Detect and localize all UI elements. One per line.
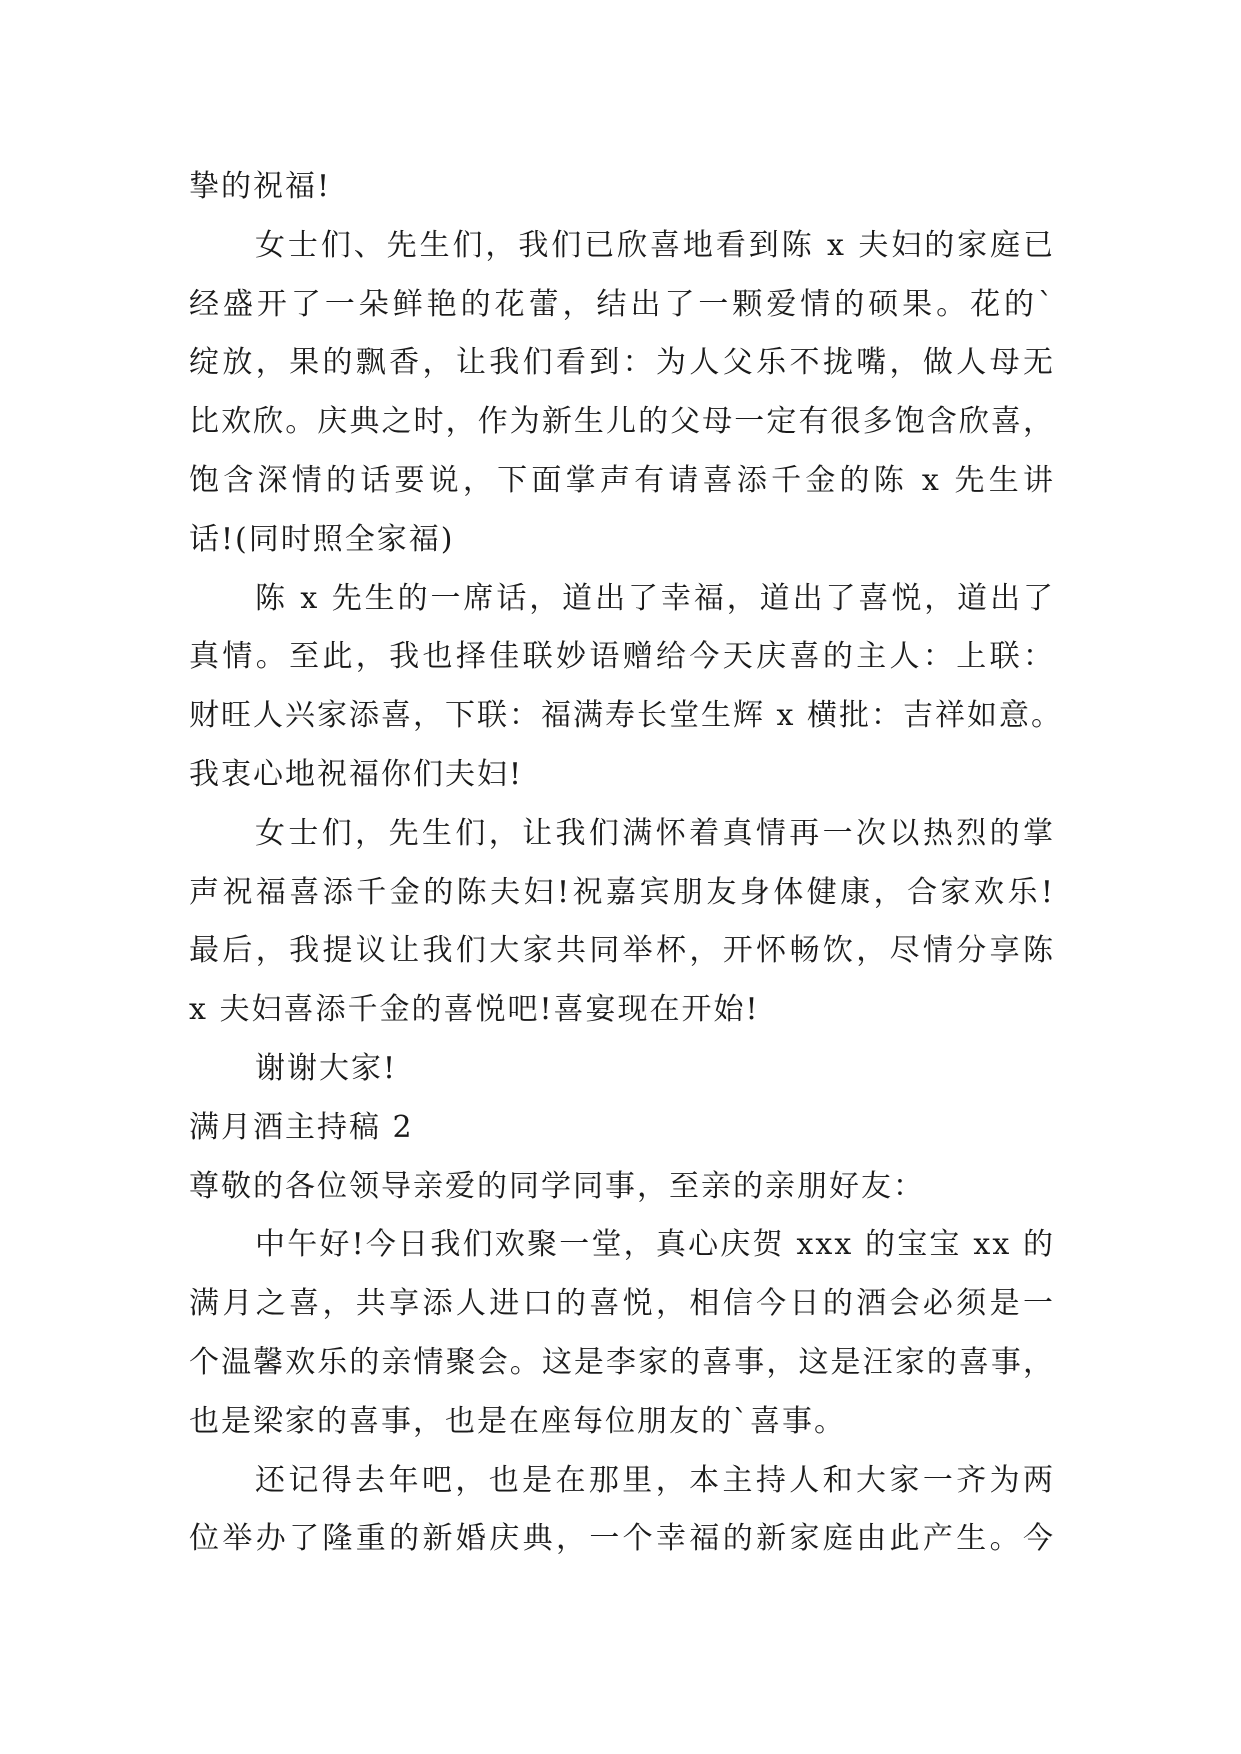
text-line: 挚的祝福! xyxy=(189,169,332,204)
text-line: 绽放，果的飘香，让我们看到：为人父乐不拢嘴，做人母无 xyxy=(189,345,1055,381)
section-heading: 满月酒主持稿 2 xyxy=(189,1109,414,1145)
text-line: 女士们，先生们，让我们满怀着真情再一次以热烈的掌 xyxy=(255,815,1055,851)
text-line: 财旺人兴家添喜，下联：福满寿长堂生辉 x 横批：吉祥如意。 xyxy=(189,698,1063,734)
text-line: 也是梁家的喜事，也是在座每位朋友的`喜事。 xyxy=(189,1403,846,1439)
text-line: 位举办了隆重的新婚庆典，一个幸福的新家庭由此产生。今 xyxy=(189,1521,1055,1557)
document-body xyxy=(189,158,1063,1569)
text-line: 真情。至此，我也择佳联妙语赠给今天庆喜的主人：上联： xyxy=(189,639,1055,675)
text-line: 还记得去年吧，也是在那里，本主持人和大家一齐为两 xyxy=(255,1462,1055,1498)
text-line: 中午好!今日我们欢聚一堂，真心庆贺 xxx 的宝宝 xx 的 xyxy=(255,1227,1055,1263)
text-line: 尊敬的各位领导亲爱的同学同事，至亲的亲朋好友： xyxy=(189,1168,925,1204)
text-line: 谢谢大家! xyxy=(255,1050,398,1086)
text-line: 最后，我提议让我们大家共同举杯，开怀畅饮，尽情分享陈 xyxy=(189,933,1055,969)
text-line: 我衷心地祝福你们夫妇! xyxy=(189,756,524,792)
text-line: 女士们、先生们，我们已欣喜地看到陈 x 夫妇的家庭已 xyxy=(255,227,1055,263)
text-line: 陈 x 先生的一席话，道出了幸福，道出了喜悦，道出了 xyxy=(255,580,1055,616)
text-line: 饱含深情的话要说，下面掌声有请喜添千金的陈 x 先生讲 xyxy=(189,462,1055,498)
text-line: 经盛开了一朵鲜艳的花蕾，结出了一颗爱情的硕果。花的` xyxy=(189,286,1055,322)
text-line: 话!(同时照全家福) xyxy=(189,521,455,557)
text-line: 个温馨欢乐的亲情聚会。这是李家的喜事，这是汪家的喜事， xyxy=(189,1344,1055,1380)
text-line: x 夫妇喜添千金的喜悦吧!喜宴现在开始! xyxy=(189,992,760,1028)
text-line: 声祝福喜添千金的陈夫妇!祝嘉宾朋友身体健康，合家欢乐! xyxy=(189,874,1055,910)
text-line: 满月之喜，共享添人进口的喜悦，相信今日的酒会必须是一 xyxy=(189,1286,1055,1322)
text-line: 比欢欣。庆典之时，作为新生儿的父母一定有很多饱含欣喜， xyxy=(189,404,1055,440)
